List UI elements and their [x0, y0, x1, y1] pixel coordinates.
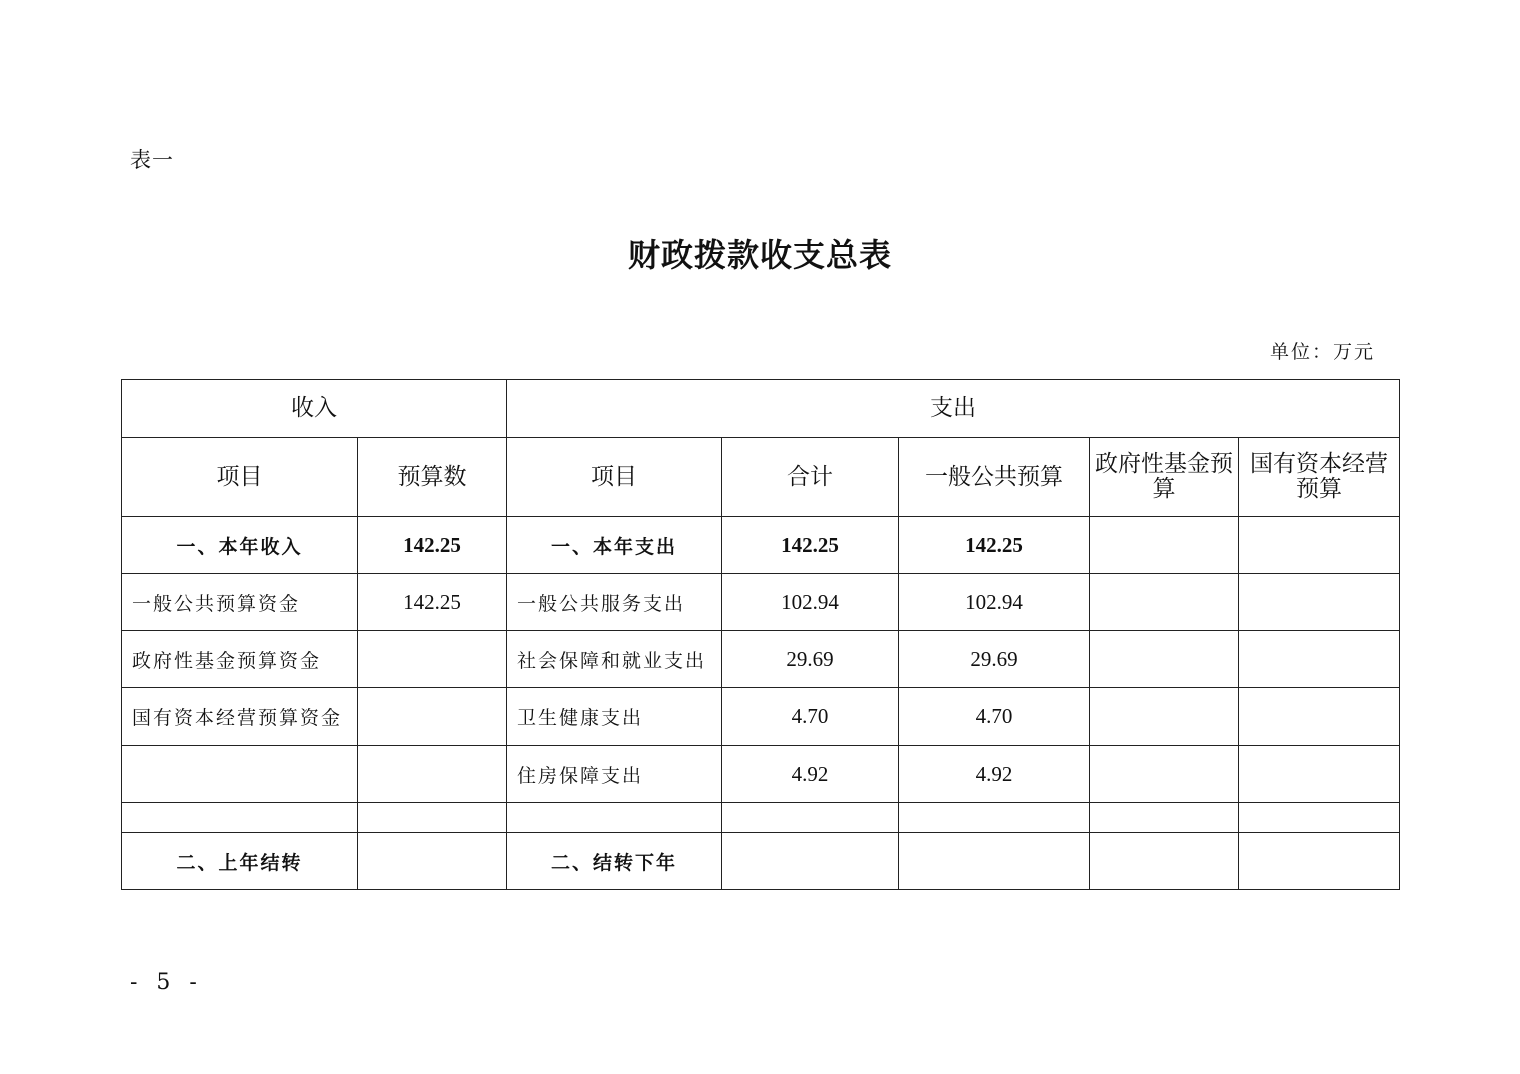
exp-item-cell: 二、结转下年: [507, 833, 722, 890]
state-capital-cell: [1239, 631, 1400, 688]
table-row: [122, 688, 1400, 746]
state-capital-cell: [1239, 746, 1400, 803]
income-budget-header: 预算数: [358, 438, 507, 517]
table-row: [122, 833, 1400, 890]
total-cell: 142.25: [722, 517, 899, 574]
total-cell: [722, 803, 899, 833]
total-cell: 29.69: [722, 631, 899, 688]
income-item-header: 项目: [122, 438, 358, 517]
total-cell: 102.94: [722, 574, 899, 631]
state-capital-cell: [1239, 803, 1400, 833]
gov-fund-cell: [1090, 746, 1239, 803]
general-budget-cell: 142.25: [899, 517, 1090, 574]
table-row: [122, 631, 1400, 688]
gov-fund-cell: [1090, 574, 1239, 631]
expenditure-group-header: 支出: [507, 380, 1400, 438]
table-label: 表一: [130, 148, 174, 172]
income-budget-cell: 142.25: [358, 574, 507, 631]
income-item-cell: 一般公共预算资金: [122, 574, 358, 631]
income-item-cell: 一、本年收入: [122, 517, 358, 574]
exp-item-header: 项目: [507, 438, 722, 517]
income-budget-cell: [358, 803, 507, 833]
table-row: [122, 517, 1400, 574]
general-budget-cell: [899, 803, 1090, 833]
income-budget-cell: [358, 833, 507, 890]
general-budget-cell: 29.69: [899, 631, 1090, 688]
total-cell: 4.70: [722, 688, 899, 746]
gov-fund-cell: [1090, 833, 1239, 890]
income-item-cell: 国有资本经营预算资金: [122, 688, 358, 746]
page-title: 财政拨款收支总表: [627, 236, 892, 274]
exp-item-cell: [507, 803, 722, 833]
budget-table: [121, 379, 1400, 890]
total-cell: [722, 833, 899, 890]
gov-fund-cell: [1090, 517, 1239, 574]
general-budget-cell: [899, 833, 1090, 890]
income-budget-cell: [358, 688, 507, 746]
income-item-cell: [122, 746, 358, 803]
exp-item-cell: 社会保障和就业支出: [507, 631, 722, 688]
state-capital-cell: [1239, 517, 1400, 574]
page-number: - 5 -: [130, 970, 203, 995]
unit-label: 单位：万元: [1270, 341, 1376, 363]
table-row: [122, 574, 1400, 631]
table-row: [122, 803, 1400, 833]
income-item-cell: [122, 803, 358, 833]
state-capital-budget-header: 国有资本经营预算: [1239, 438, 1400, 517]
gov-fund-cell: [1090, 803, 1239, 833]
state-capital-cell: [1239, 574, 1400, 631]
group-header-row: [122, 380, 1400, 438]
general-budget-cell: 4.70: [899, 688, 1090, 746]
exp-item-cell: 一、本年支出: [507, 517, 722, 574]
income-budget-cell: [358, 746, 507, 803]
gov-fund-budget-header: 政府性基金预算: [1090, 438, 1239, 517]
general-budget-cell: 4.92: [899, 746, 1090, 803]
gov-fund-cell: [1090, 631, 1239, 688]
general-budget-cell: 102.94: [899, 574, 1090, 631]
income-item-cell: 二、上年结转: [122, 833, 358, 890]
total-cell: 4.92: [722, 746, 899, 803]
income-item-cell: 政府性基金预算资金: [122, 631, 358, 688]
gov-fund-cell: [1090, 688, 1239, 746]
income-budget-cell: 142.25: [358, 517, 507, 574]
income-budget-cell: [358, 631, 507, 688]
general-budget-header: 一般公共预算: [899, 438, 1090, 517]
income-group-header: 收入: [122, 380, 507, 438]
table-row: [122, 746, 1400, 803]
exp-item-cell: 卫生健康支出: [507, 688, 722, 746]
exp-item-cell: 住房保障支出: [507, 746, 722, 803]
total-header: 合计: [722, 438, 899, 517]
column-header-row: [122, 438, 1400, 517]
state-capital-cell: [1239, 833, 1400, 890]
state-capital-cell: [1239, 688, 1400, 746]
exp-item-cell: 一般公共服务支出: [507, 574, 722, 631]
